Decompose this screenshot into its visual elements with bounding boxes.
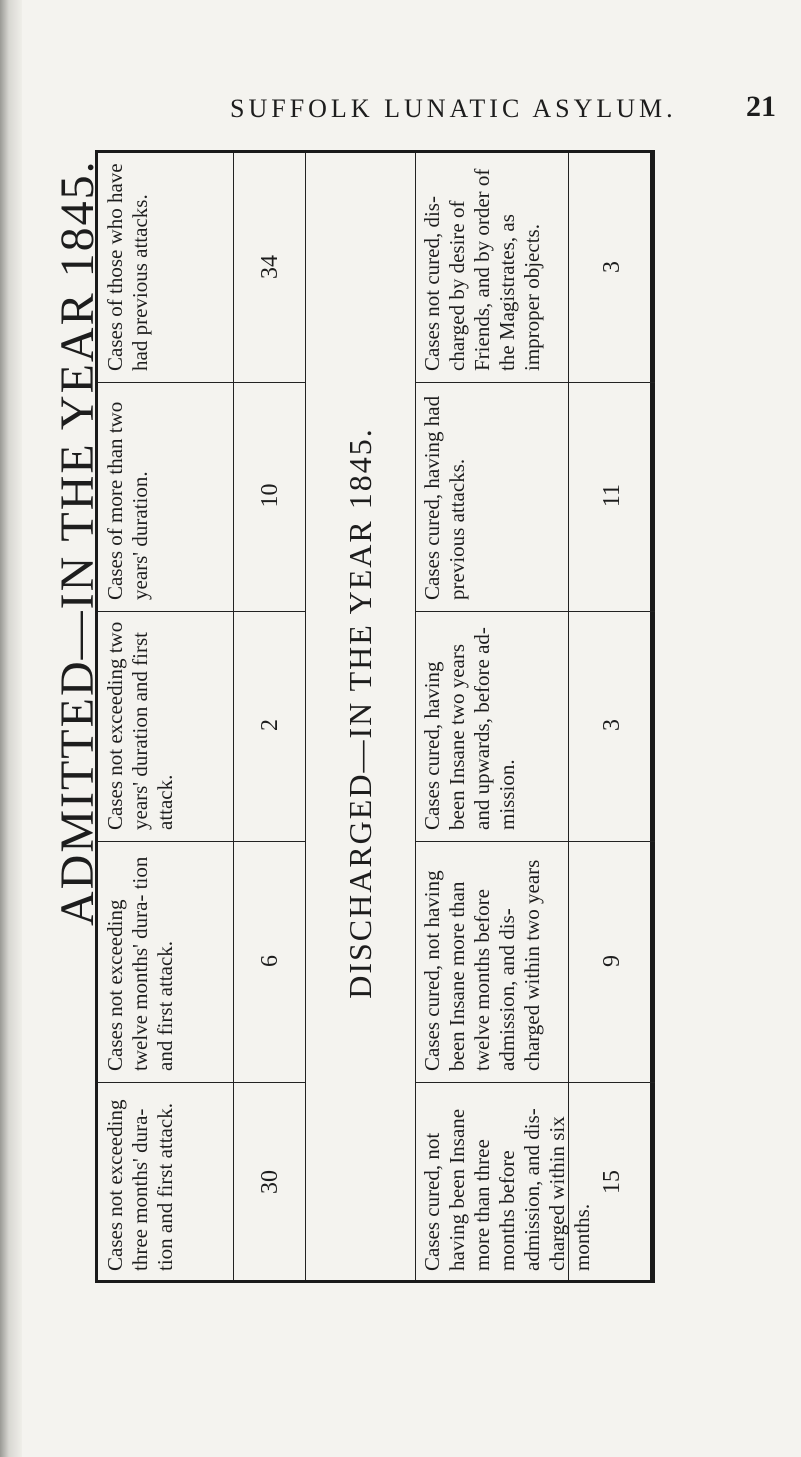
admitted-heading-twelve-months: Cases not exceeding twelve months' dura- tion and first attack. <box>103 856 177 1071</box>
discharged-value-three-months: 15 <box>599 1170 625 1194</box>
admitted-value-twelve-months: 6 <box>257 955 283 967</box>
admitted-value-more-than-two-years: 10 <box>257 483 283 508</box>
book-gutter <box>0 0 22 1457</box>
discharged-heading-twelve-months: Cases cured, not having been Insane more than twelve months before admission, and dis- charged within two years <box>420 859 544 1071</box>
admitted-value-previous-attacks: 34 <box>257 255 283 279</box>
discharged-value-twelve-months: 9 <box>599 955 625 967</box>
discharged-title: DISCHARGED—IN THE YEAR 1845. <box>342 427 378 999</box>
discharged-heading-two-years: Cases cured, having been Insane two years and upwards, before ad- mission. <box>420 627 519 830</box>
column-divider <box>568 153 569 1280</box>
discharged-value-two-years: 3 <box>599 719 625 731</box>
discharged-value-not-cured: 3 <box>599 261 625 273</box>
statistics-table <box>95 150 655 1283</box>
admitted-title: ADMITTED—IN THE YEAR 1845. <box>51 159 104 926</box>
discharged-heading-previous-attacks: Cases cured, having had previous attacks. <box>420 395 469 600</box>
admitted-heading-previous-attacks: Cases of those who have had previous attacks. <box>103 163 152 371</box>
column-divider <box>233 153 234 1280</box>
page-number: 21 <box>746 90 776 123</box>
column-divider <box>415 153 416 1280</box>
admitted-heading-three-months: Cases not exceeding three months' dura- tion and first attack. <box>103 1099 177 1271</box>
admitted-value-three-months: 30 <box>257 1170 283 1194</box>
discharged-value-previous-attacks: 11 <box>599 483 625 508</box>
admitted-heading-two-years: Cases not exceeding two years' duration and first attack. <box>103 621 177 830</box>
column-divider <box>305 153 306 1280</box>
running-head: SUFFOLK LUNATIC ASYLUM. <box>230 94 677 123</box>
admitted-heading-more-than-two-years: Cases of more than two years' duration. <box>103 401 152 600</box>
discharged-heading-three-months: Cases cured, not having been Insane more than three months before admission, and dis- charged within six months. <box>420 1108 594 1271</box>
discharged-heading-not-cured: Cases not cured, dis- charged by desire of Friends, and by order of the Magistrates, as improper objects. <box>420 168 544 371</box>
admitted-value-two-years: 2 <box>257 719 283 731</box>
